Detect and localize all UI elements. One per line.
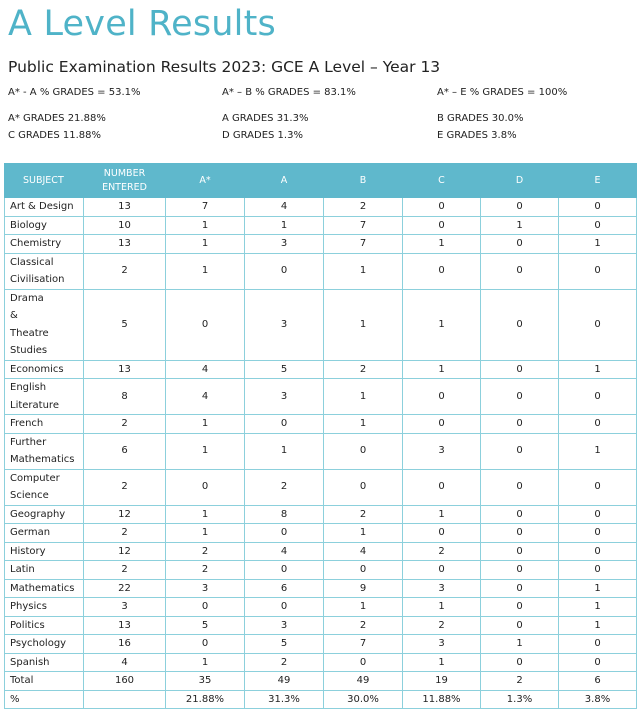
value-cell: 0 xyxy=(481,616,559,635)
value-cell: 19 xyxy=(403,672,481,691)
value-cell: 5 xyxy=(84,289,166,360)
value-cell: 1 xyxy=(166,653,245,672)
value-cell: 1 xyxy=(559,579,637,598)
value-cell: 0 xyxy=(245,598,324,617)
value-cell: 1 xyxy=(324,289,403,360)
subject-cell: Drama & Theatre Studies xyxy=(5,289,84,360)
value-cell: 0 xyxy=(403,415,481,434)
value-cell: 4 xyxy=(324,542,403,561)
table-row xyxy=(5,653,637,672)
value-cell: 2 xyxy=(403,616,481,635)
value-cell: 16 xyxy=(84,635,166,654)
value-cell: 0 xyxy=(481,653,559,672)
value-cell: 0 xyxy=(559,469,637,505)
value-cell: 4 xyxy=(245,198,324,217)
subject-cell: Biology xyxy=(5,216,84,235)
value-cell: 1 xyxy=(559,235,637,254)
value-cell: 0 xyxy=(324,561,403,580)
value-cell: 2 xyxy=(324,360,403,379)
value-cell: 1 xyxy=(324,379,403,415)
value-cell: 0 xyxy=(481,598,559,617)
value-cell: 0 xyxy=(481,235,559,254)
value-cell: 0 xyxy=(166,289,245,360)
value-cell: 0 xyxy=(403,253,481,289)
value-cell: 6 xyxy=(245,579,324,598)
header-d: D xyxy=(481,164,559,198)
value-cell: 0 xyxy=(559,542,637,561)
value-cell: 0 xyxy=(481,542,559,561)
table-row xyxy=(5,289,637,360)
value-cell: 1.3% xyxy=(481,690,559,709)
value-cell: 21.88% xyxy=(166,690,245,709)
value-cell: 1 xyxy=(166,524,245,543)
value-cell: 1 xyxy=(403,598,481,617)
table-row xyxy=(5,198,637,217)
summary-a-star-e: A* – E % GRADES = 100% xyxy=(437,87,568,98)
table-row xyxy=(5,561,637,580)
value-cell: 0 xyxy=(403,524,481,543)
value-cell: 0 xyxy=(559,198,637,217)
value-cell: 0 xyxy=(481,198,559,217)
value-cell: 0 xyxy=(481,505,559,524)
value-cell: 10 xyxy=(84,216,166,235)
value-cell: 1 xyxy=(166,415,245,434)
table-row xyxy=(5,469,637,505)
header-a: A xyxy=(245,164,324,198)
value-cell: 0 xyxy=(403,216,481,235)
subject-cell: Spanish xyxy=(5,653,84,672)
value-cell: 0 xyxy=(166,469,245,505)
summary-a-star-b: A* – B % GRADES = 83.1% xyxy=(222,87,356,98)
value-cell: 0 xyxy=(481,415,559,434)
value-cell: 2 xyxy=(324,505,403,524)
value-cell: 8 xyxy=(245,505,324,524)
subject-cell: Further Mathematics xyxy=(5,433,84,469)
value-cell: 3.8% xyxy=(559,690,637,709)
subject-cell: English Literature xyxy=(5,379,84,415)
value-cell: 3 xyxy=(245,289,324,360)
subject-cell: Psychology xyxy=(5,635,84,654)
table-row xyxy=(5,235,637,254)
table-row xyxy=(5,690,637,709)
summary-b-grades: B GRADES 30.0% xyxy=(437,113,524,124)
subject-cell: Classical Civilisation xyxy=(5,253,84,289)
value-cell: 1 xyxy=(166,433,245,469)
value-cell: 2 xyxy=(84,415,166,434)
summary-d-grades: D GRADES 1.3% xyxy=(222,130,303,141)
value-cell: 3 xyxy=(166,579,245,598)
value-cell: 7 xyxy=(166,198,245,217)
value-cell: 4 xyxy=(245,542,324,561)
subject-cell: German xyxy=(5,524,84,543)
value-cell: 13 xyxy=(84,235,166,254)
value-cell: 2 xyxy=(245,469,324,505)
value-cell: 160 xyxy=(84,672,166,691)
subject-cell: Art & Design xyxy=(5,198,84,217)
value-cell: 2 xyxy=(84,253,166,289)
value-cell: 0 xyxy=(166,598,245,617)
value-cell: 12 xyxy=(84,542,166,561)
header-e: E xyxy=(559,164,637,198)
value-cell: 2 xyxy=(84,561,166,580)
subject-cell: Total xyxy=(5,672,84,691)
value-cell: 13 xyxy=(84,616,166,635)
value-cell: 9 xyxy=(324,579,403,598)
value-cell: 0 xyxy=(481,469,559,505)
table-row xyxy=(5,524,637,543)
table-row xyxy=(5,505,637,524)
value-cell: 5 xyxy=(166,616,245,635)
value-cell: 1 xyxy=(559,598,637,617)
value-cell: 0 xyxy=(403,198,481,217)
value-cell: 0 xyxy=(481,433,559,469)
value-cell: 2 xyxy=(84,469,166,505)
value-cell: 0 xyxy=(559,415,637,434)
value-cell: 1 xyxy=(403,360,481,379)
value-cell: 0 xyxy=(559,379,637,415)
value-cell: 1 xyxy=(324,598,403,617)
value-cell: 4 xyxy=(166,360,245,379)
value-cell: 0 xyxy=(559,635,637,654)
value-cell: 2 xyxy=(481,672,559,691)
value-cell: 3 xyxy=(403,433,481,469)
subject-cell: Physics xyxy=(5,598,84,617)
value-cell: 4 xyxy=(84,653,166,672)
value-cell: 31.3% xyxy=(245,690,324,709)
value-cell: 0 xyxy=(481,561,559,580)
value-cell: 0 xyxy=(559,653,637,672)
value-cell: 13 xyxy=(84,198,166,217)
header-subject: SUBJECT xyxy=(5,164,84,198)
value-cell: 4 xyxy=(166,379,245,415)
value-cell: 3 xyxy=(245,235,324,254)
value-cell: 6 xyxy=(84,433,166,469)
value-cell: 0 xyxy=(245,524,324,543)
table-header-row xyxy=(5,164,637,198)
value-cell: 0 xyxy=(403,379,481,415)
value-cell: 0 xyxy=(245,561,324,580)
value-cell: 3 xyxy=(403,579,481,598)
subject-cell: French xyxy=(5,415,84,434)
value-cell: 7 xyxy=(324,235,403,254)
header-c: C xyxy=(403,164,481,198)
results-table xyxy=(4,163,637,709)
value-cell: 1 xyxy=(481,216,559,235)
value-cell: 1 xyxy=(324,415,403,434)
value-cell: 1 xyxy=(166,235,245,254)
page-subtitle: Public Examination Results 2023: GCE A Level – Year 13 xyxy=(8,58,441,76)
header-b: B xyxy=(324,164,403,198)
value-cell: 49 xyxy=(324,672,403,691)
value-cell: 1 xyxy=(245,433,324,469)
subject-cell: Geography xyxy=(5,505,84,524)
value-cell: 0 xyxy=(481,360,559,379)
value-cell: 2 xyxy=(403,542,481,561)
value-cell: 2 xyxy=(324,616,403,635)
value-cell: 0 xyxy=(559,524,637,543)
value-cell: 13 xyxy=(84,360,166,379)
table-row xyxy=(5,579,637,598)
table-row xyxy=(5,598,637,617)
subject-cell: Chemistry xyxy=(5,235,84,254)
value-cell: 1 xyxy=(559,616,637,635)
value-cell: 6 xyxy=(559,672,637,691)
value-cell: 7 xyxy=(324,635,403,654)
summary-e-grades: E GRADES 3.8% xyxy=(437,130,517,141)
table-row xyxy=(5,253,637,289)
value-cell: 0 xyxy=(403,469,481,505)
header-a-star: A* xyxy=(166,164,245,198)
value-cell: 0 xyxy=(245,415,324,434)
value-cell: 0 xyxy=(559,505,637,524)
summary-a-star-grades: A* GRADES 21.88% xyxy=(8,113,106,124)
value-cell: 30.0% xyxy=(324,690,403,709)
value-cell: 3 xyxy=(84,598,166,617)
value-cell: 5 xyxy=(245,635,324,654)
value-cell: 0 xyxy=(559,216,637,235)
table-row xyxy=(5,360,637,379)
value-cell: 35 xyxy=(166,672,245,691)
subject-cell: Politics xyxy=(5,616,84,635)
value-cell: 2 xyxy=(324,198,403,217)
value-cell: 1 xyxy=(166,253,245,289)
table-row xyxy=(5,542,637,561)
table-row xyxy=(5,616,637,635)
value-cell: 0 xyxy=(324,469,403,505)
value-cell: 0 xyxy=(481,379,559,415)
table-row xyxy=(5,415,637,434)
value-cell: 1 xyxy=(245,216,324,235)
value-cell: 0 xyxy=(481,289,559,360)
header-number-entered: NUMBER ENTERED xyxy=(84,164,166,198)
value-cell: 0 xyxy=(245,253,324,289)
summary-a-star-a: A* - A % GRADES = 53.1% xyxy=(8,87,141,98)
summary-a-grades: A GRADES 31.3% xyxy=(222,113,309,124)
table-row xyxy=(5,379,637,415)
subject-cell: History xyxy=(5,542,84,561)
value-cell: 11.88% xyxy=(403,690,481,709)
value-cell: 22 xyxy=(84,579,166,598)
value-cell: 1 xyxy=(559,360,637,379)
value-cell: 1 xyxy=(403,505,481,524)
value-cell: 0 xyxy=(166,635,245,654)
subject-cell: Computer Science xyxy=(5,469,84,505)
value-cell: 8 xyxy=(84,379,166,415)
table-row xyxy=(5,672,637,691)
value-cell: 0 xyxy=(481,253,559,289)
value-cell: 0 xyxy=(559,289,637,360)
table-row xyxy=(5,216,637,235)
value-cell: 0 xyxy=(403,561,481,580)
value-cell: 3 xyxy=(403,635,481,654)
value-cell: 1 xyxy=(403,289,481,360)
value-cell: 5 xyxy=(245,360,324,379)
value-cell: 2 xyxy=(84,524,166,543)
value-cell: 0 xyxy=(559,253,637,289)
value-cell xyxy=(84,690,166,709)
table-row xyxy=(5,433,637,469)
value-cell: 2 xyxy=(166,542,245,561)
value-cell: 0 xyxy=(481,524,559,543)
value-cell: 0 xyxy=(324,653,403,672)
value-cell: 1 xyxy=(403,653,481,672)
value-cell: 1 xyxy=(403,235,481,254)
value-cell: 3 xyxy=(245,616,324,635)
subject-cell: Mathematics xyxy=(5,579,84,598)
value-cell: 1 xyxy=(559,433,637,469)
value-cell: 0 xyxy=(559,561,637,580)
subject-cell: Economics xyxy=(5,360,84,379)
value-cell: 1 xyxy=(481,635,559,654)
value-cell: 49 xyxy=(245,672,324,691)
summary-c-grades: C GRADES 11.88% xyxy=(8,130,101,141)
value-cell: 0 xyxy=(324,433,403,469)
value-cell: 1 xyxy=(324,524,403,543)
value-cell: 1 xyxy=(324,253,403,289)
value-cell: 7 xyxy=(324,216,403,235)
table-row xyxy=(5,635,637,654)
value-cell: 2 xyxy=(245,653,324,672)
value-cell: 1 xyxy=(166,505,245,524)
subject-cell: % xyxy=(5,690,84,709)
value-cell: 0 xyxy=(481,579,559,598)
value-cell: 3 xyxy=(245,379,324,415)
value-cell: 1 xyxy=(166,216,245,235)
value-cell: 12 xyxy=(84,505,166,524)
value-cell: 2 xyxy=(166,561,245,580)
subject-cell: Latin xyxy=(5,561,84,580)
page-title: A Level Results xyxy=(8,4,276,44)
